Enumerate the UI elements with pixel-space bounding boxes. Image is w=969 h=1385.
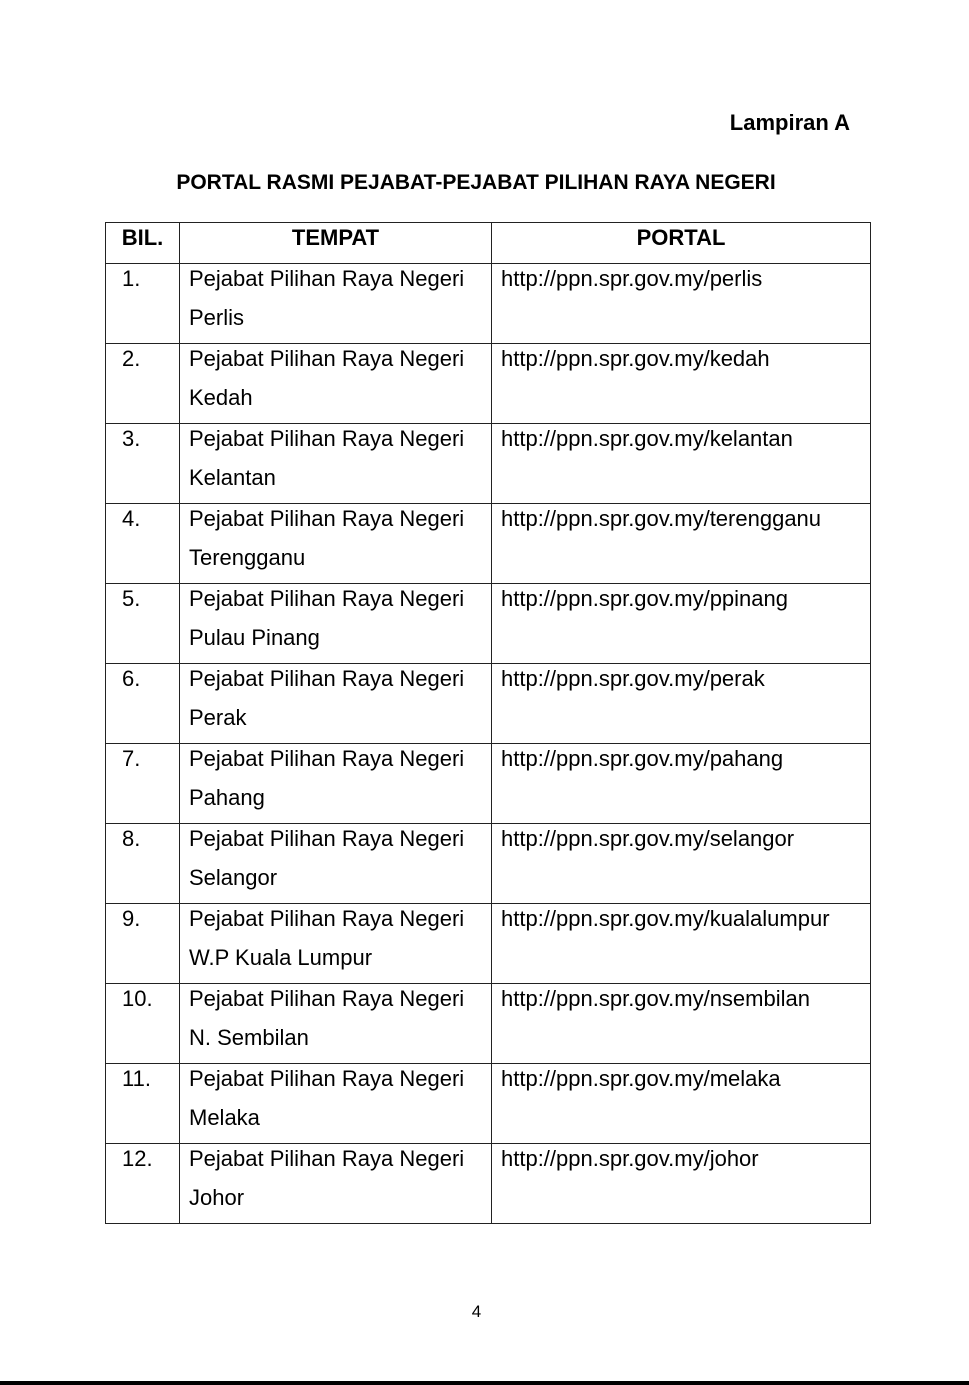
bil-cell <box>106 824 180 904</box>
tempat-cell <box>180 424 492 504</box>
bil-number: 12. <box>122 1146 153 1171</box>
tempat-line-2: Perlis <box>189 305 245 330</box>
tempat-cell <box>180 744 492 824</box>
portal-cell <box>492 264 871 344</box>
annex-label: Lampiran A <box>729 110 850 135</box>
tempat-cell <box>180 344 492 424</box>
table-row <box>106 1064 871 1144</box>
bil-number: 5. <box>122 586 141 611</box>
portal-link[interactable]: http://ppn.spr.gov.my/kualalumpur <box>501 906 830 931</box>
portal-cell <box>492 744 871 824</box>
tempat-line-1: Pejabat Pilihan Raya Negeri <box>189 586 465 611</box>
portal-link[interactable]: http://ppn.spr.gov.my/pahang <box>501 746 784 771</box>
document-title: PORTAL RASMI PEJABAT-PEJABAT PILIHAN RAYA NEGERI <box>176 171 776 194</box>
portal-cell <box>492 424 871 504</box>
bil-cell <box>106 504 180 584</box>
table-row <box>106 904 871 984</box>
tempat-line-1: Pejabat Pilihan Raya Negeri <box>189 826 465 851</box>
table-row <box>106 1144 871 1224</box>
portal-link[interactable]: http://ppn.spr.gov.my/nsembilan <box>501 986 810 1011</box>
table-row <box>106 664 871 744</box>
table-row <box>106 824 871 904</box>
tempat-cell <box>180 664 492 744</box>
tempat-cell <box>180 824 492 904</box>
bil-cell <box>106 1144 180 1224</box>
page-number: 4 <box>471 1302 482 1321</box>
portal-link[interactable]: http://ppn.spr.gov.my/kedah <box>501 346 770 371</box>
portal-cell <box>492 664 871 744</box>
table-row <box>106 424 871 504</box>
bil-number: 2. <box>122 346 141 371</box>
portal-table <box>105 222 871 1224</box>
tempat-line-2: W.P Kuala Lumpur <box>189 945 373 970</box>
bil-cell <box>106 904 180 984</box>
tempat-line-2: Pulau Pinang <box>189 625 320 650</box>
column-header-tempat: TEMPAT <box>180 223 492 264</box>
bil-number: 11. <box>122 1066 151 1091</box>
bil-number: 1. <box>122 266 141 291</box>
bil-number: 6. <box>122 666 141 691</box>
column-header-bil: BIL. <box>106 223 180 264</box>
tempat-line-1: Pejabat Pilihan Raya Negeri <box>189 906 465 931</box>
portal-cell <box>492 984 871 1064</box>
portal-link[interactable]: http://ppn.spr.gov.my/terengganu <box>501 506 822 531</box>
bil-number: 3. <box>122 426 141 451</box>
table-row <box>106 504 871 584</box>
table-row <box>106 344 871 424</box>
tempat-cell <box>180 984 492 1064</box>
portal-cell <box>492 504 871 584</box>
tempat-line-2: Melaka <box>189 1105 260 1130</box>
bil-cell <box>106 1064 180 1144</box>
bil-cell <box>106 664 180 744</box>
portal-link[interactable]: http://ppn.spr.gov.my/perak <box>501 666 765 691</box>
tempat-line-1: Pejabat Pilihan Raya Negeri <box>189 506 465 531</box>
portal-cell <box>492 344 871 424</box>
tempat-cell <box>180 904 492 984</box>
table-row <box>106 744 871 824</box>
tempat-line-1: Pejabat Pilihan Raya Negeri <box>189 1146 465 1171</box>
portal-link[interactable]: http://ppn.spr.gov.my/johor <box>501 1146 759 1171</box>
tempat-line-2: Terengganu <box>189 545 306 570</box>
bil-number: 7. <box>122 746 141 771</box>
portal-link[interactable]: http://ppn.spr.gov.my/kelantan <box>501 426 793 451</box>
tempat-line-2: Kelantan <box>189 465 276 490</box>
portal-link[interactable]: http://ppn.spr.gov.my/selangor <box>501 826 795 851</box>
portal-cell <box>492 1144 871 1224</box>
portal-cell <box>492 904 871 984</box>
tempat-line-1: Pejabat Pilihan Raya Negeri <box>189 986 465 1011</box>
tempat-line-1: Pejabat Pilihan Raya Negeri <box>189 346 465 371</box>
tempat-cell <box>180 504 492 584</box>
bil-cell <box>106 584 180 664</box>
bil-number: 4. <box>122 506 141 531</box>
table-row <box>106 984 871 1064</box>
tempat-line-2: Selangor <box>189 865 278 890</box>
tempat-line-1: Pejabat Pilihan Raya Negeri <box>189 666 465 691</box>
tempat-line-1: Pejabat Pilihan Raya Negeri <box>189 746 465 771</box>
bil-cell <box>106 424 180 504</box>
portal-link[interactable]: http://ppn.spr.gov.my/ppinang <box>501 586 788 611</box>
bil-cell <box>106 344 180 424</box>
bil-cell <box>106 264 180 344</box>
portal-link[interactable]: http://ppn.spr.gov.my/perlis <box>501 266 763 291</box>
bil-cell <box>106 984 180 1064</box>
column-header-portal: PORTAL <box>492 223 871 264</box>
tempat-cell <box>180 264 492 344</box>
tempat-line-2: Pahang <box>189 785 265 810</box>
portal-cell <box>492 824 871 904</box>
bil-number: 9. <box>122 906 141 931</box>
tempat-line-2: N. Sembilan <box>189 1025 309 1050</box>
tempat-line-1: Pejabat Pilihan Raya Negeri <box>189 426 465 451</box>
portal-link[interactable]: http://ppn.spr.gov.my/melaka <box>501 1066 781 1091</box>
tempat-line-1: Pejabat Pilihan Raya Negeri <box>189 1066 465 1091</box>
table-row <box>106 264 871 344</box>
portal-cell <box>492 584 871 664</box>
bil-number: 10. <box>122 986 153 1011</box>
tempat-line-2: Perak <box>189 705 247 730</box>
table-row <box>106 584 871 664</box>
table-header-row <box>106 223 871 264</box>
tempat-line-2: Kedah <box>189 385 253 410</box>
tempat-cell <box>180 1144 492 1224</box>
bil-number: 8. <box>122 826 141 851</box>
portal-cell <box>492 1064 871 1144</box>
tempat-line-1: Pejabat Pilihan Raya Negeri <box>189 266 465 291</box>
bil-cell <box>106 744 180 824</box>
bottom-edge-bar <box>0 1381 969 1385</box>
tempat-cell <box>180 584 492 664</box>
tempat-line-2: Johor <box>189 1185 245 1210</box>
tempat-cell <box>180 1064 492 1144</box>
